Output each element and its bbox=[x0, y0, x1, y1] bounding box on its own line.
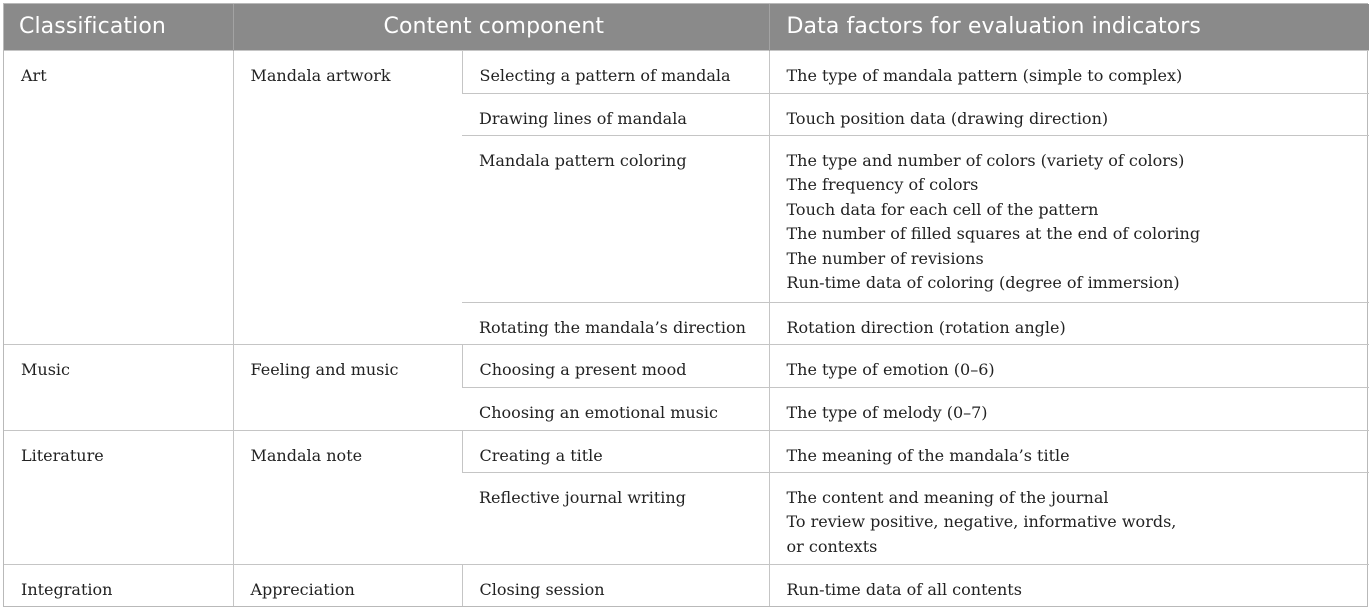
factor-line: The type of melody (0–7) bbox=[786, 402, 988, 422]
sub-component-cell: Drawing lines of mandala bbox=[462, 93, 769, 135]
classification-cell: Music bbox=[4, 344, 233, 430]
factor-cell bbox=[769, 472, 1369, 564]
component-cell: Appreciation bbox=[233, 564, 462, 606]
factor-line: To review positive, negative, informative words, bbox=[786, 512, 1177, 531]
factor-line: Touch position data (drawing direction) bbox=[786, 108, 1109, 128]
factor-line: The number of filled squares at the end of coloring bbox=[786, 224, 1201, 243]
factor-line: The number of revisions bbox=[786, 248, 984, 268]
factor-line: The frequency of colors bbox=[786, 175, 979, 194]
classification-cell: Art bbox=[4, 50, 233, 344]
factor-cell bbox=[769, 50, 1369, 93]
factor-cell bbox=[769, 344, 1369, 387]
sub-component-cell: Reflective journal writing bbox=[462, 472, 769, 564]
table-row bbox=[4, 50, 1369, 93]
evaluation-table-container bbox=[3, 3, 1368, 607]
header-data-factors: Data factors for evaluation indicators bbox=[769, 4, 1369, 50]
factor-cell bbox=[769, 430, 1369, 472]
factor-cell bbox=[769, 302, 1369, 344]
sub-component-cell: Selecting a pattern of mandala bbox=[462, 50, 769, 93]
table-row bbox=[4, 564, 1369, 606]
factor-cell bbox=[769, 135, 1369, 302]
sub-component-cell: Choosing an emotional music bbox=[462, 387, 769, 430]
factor-line: or contexts bbox=[786, 536, 878, 556]
factor-cell bbox=[769, 93, 1369, 135]
component-cell: Mandala note bbox=[233, 430, 462, 564]
factor-line: The type and number of colors (variety of colors) bbox=[786, 150, 1185, 170]
component-cell: Mandala artwork bbox=[233, 50, 462, 344]
table-row bbox=[4, 344, 1369, 387]
table-header-row bbox=[4, 4, 1369, 50]
sub-component-cell: Rotating the mandala’s direction bbox=[462, 302, 769, 344]
factor-line: The content and meaning of the journal bbox=[786, 487, 1109, 507]
factor-line: The type of emotion (0–6) bbox=[786, 359, 995, 379]
sub-component-cell: Closing session bbox=[462, 564, 769, 606]
factor-line: Run-time data of coloring (degree of immersion) bbox=[786, 273, 1180, 292]
header-classification: Classification bbox=[19, 14, 166, 40]
sub-component-cell: Mandala pattern coloring bbox=[462, 135, 769, 302]
header-content-component: Content component bbox=[233, 4, 769, 50]
factor-line: The meaning of the mandala’s title bbox=[786, 445, 1070, 465]
factor-cell bbox=[769, 387, 1369, 430]
table-row bbox=[4, 430, 1369, 472]
classification-cell: Integration bbox=[4, 564, 233, 606]
factor-line: The type of mandala pattern (simple to complex) bbox=[786, 65, 1183, 85]
factor-line: Touch data for each cell of the pattern bbox=[786, 199, 1099, 219]
component-cell: Feeling and music bbox=[233, 344, 462, 430]
factor-line: Rotation direction (rotation angle) bbox=[786, 317, 1066, 337]
classification-cell: Literature bbox=[4, 430, 233, 564]
sub-component-cell: Choosing a present mood bbox=[462, 344, 769, 387]
evaluation-indicators-table bbox=[4, 4, 1369, 606]
factor-line: Run-time data of all contents bbox=[786, 579, 1022, 599]
sub-component-cell: Creating a title bbox=[462, 430, 769, 472]
factor-cell bbox=[769, 564, 1369, 606]
